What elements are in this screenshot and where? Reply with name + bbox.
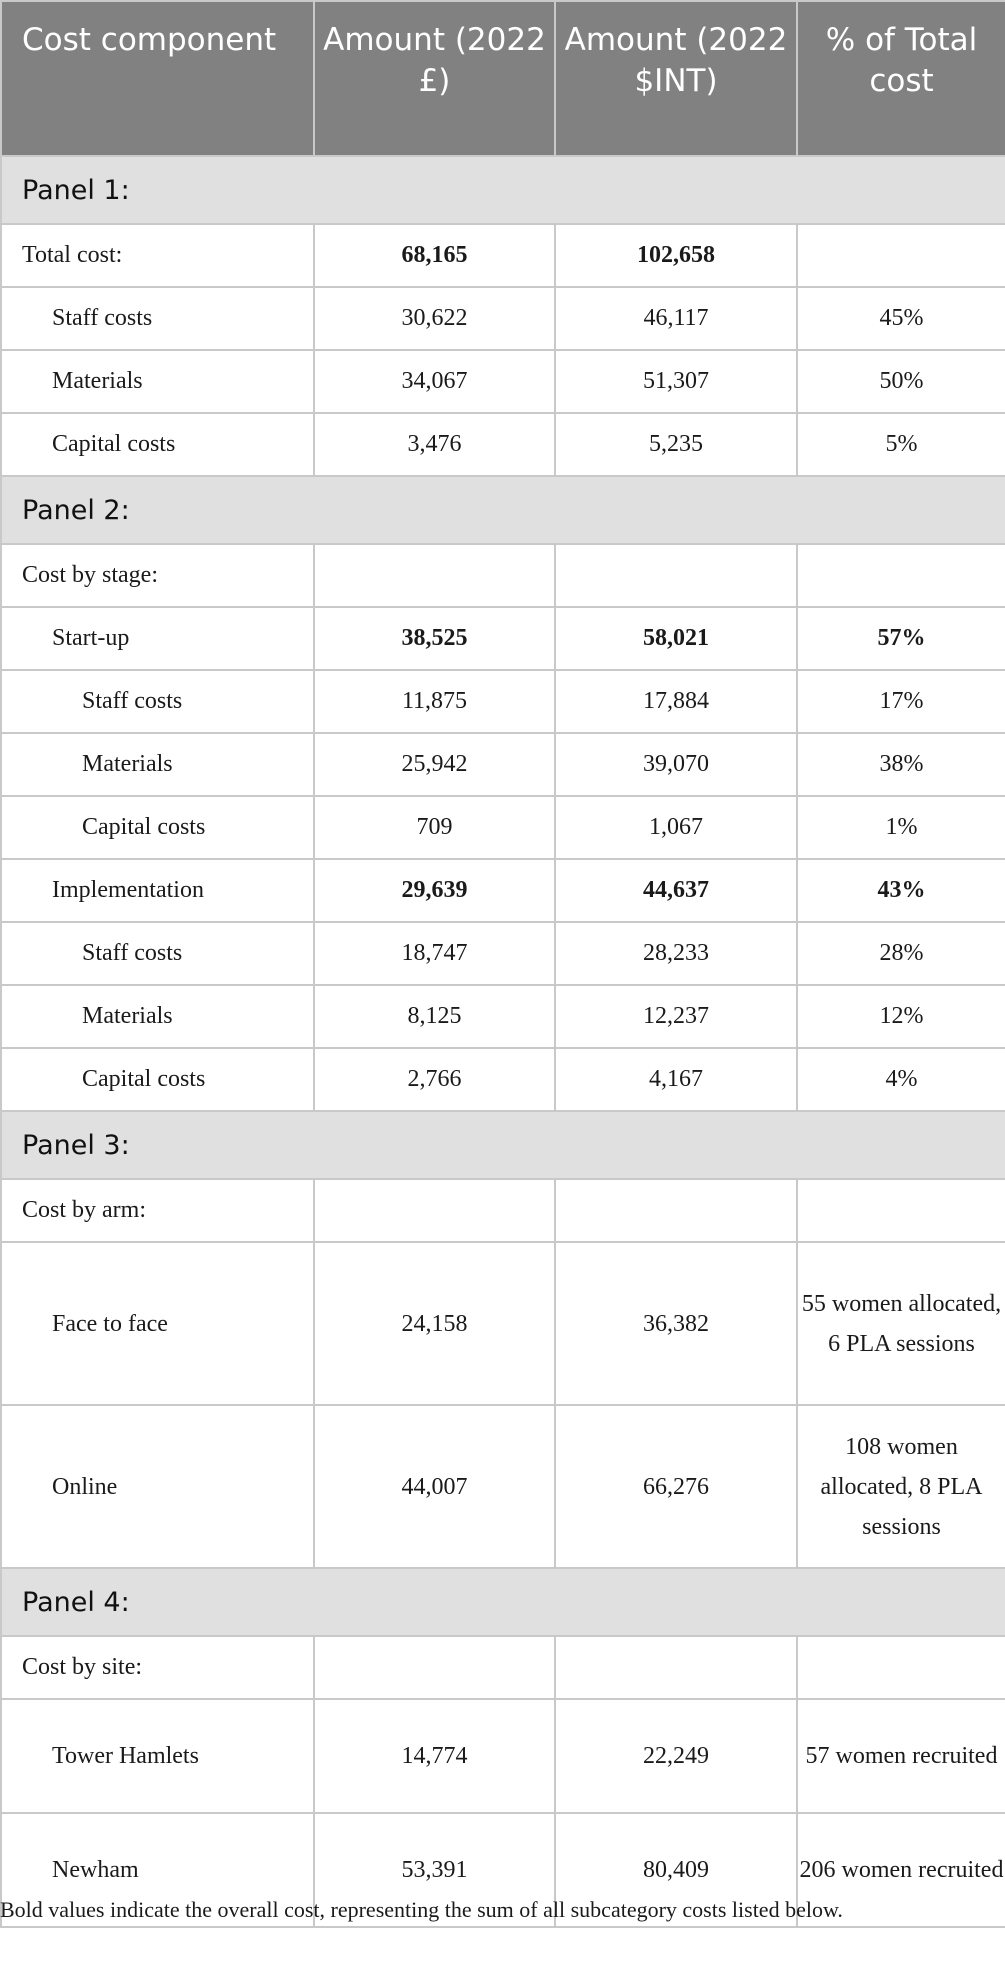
header-percent-total: % of Total cost — [797, 1, 1005, 156]
table-row — [1, 224, 1005, 287]
amount-int-cell: 4,167 — [555, 1048, 797, 1111]
percent-cell: 4% — [797, 1048, 1005, 1111]
amount-int-cell: 66,276 — [555, 1405, 797, 1568]
amount-gbp-cell: 68,165 — [314, 224, 555, 287]
percent-cell: 17% — [797, 670, 1005, 733]
table-row — [1, 1405, 1005, 1568]
table-row — [1, 1699, 1005, 1813]
cost-component-cell: Cost by arm: — [1, 1179, 314, 1242]
amount-gbp-cell: 25,942 — [314, 733, 555, 796]
table-row — [1, 1242, 1005, 1405]
percent-cell: 50% — [797, 350, 1005, 413]
header-amount-int: Amount (2022 $INT) — [555, 1, 797, 156]
amount-gbp-cell: 44,007 — [314, 1405, 555, 1568]
percent-cell: 55 women allocated, 6 PLA sessions — [797, 1242, 1005, 1405]
table-row — [1, 670, 1005, 733]
percent-cell — [797, 544, 1005, 607]
cost-component-cell: Cost by stage: — [1, 544, 314, 607]
amount-gbp-cell — [314, 544, 555, 607]
amount-int-cell: 51,307 — [555, 350, 797, 413]
amount-int-cell: 80,409 — [555, 1813, 797, 1927]
amount-int-cell: 28,233 — [555, 922, 797, 985]
cost-component-cell: Face to face — [1, 1242, 314, 1405]
amount-gbp-cell: 3,476 — [314, 413, 555, 476]
percent-cell: 1% — [797, 796, 1005, 859]
amount-gbp-cell: 709 — [314, 796, 555, 859]
amount-gbp-cell: 8,125 — [314, 985, 555, 1048]
amount-gbp-cell: 53,391 — [314, 1813, 555, 1927]
header-cost-component: Cost component — [1, 1, 314, 156]
cost-component-cell: Materials — [1, 350, 314, 413]
percent-cell — [797, 224, 1005, 287]
percent-cell: 5% — [797, 413, 1005, 476]
amount-int-cell: 36,382 — [555, 1242, 797, 1405]
cost-component-cell: Cost by site: — [1, 1636, 314, 1699]
table-row — [1, 1048, 1005, 1111]
amount-int-cell: 58,021 — [555, 607, 797, 670]
amount-int-cell: 5,235 — [555, 413, 797, 476]
cost-component-cell: Total cost: — [1, 224, 314, 287]
percent-cell — [797, 1179, 1005, 1242]
table-row — [1, 1179, 1005, 1242]
percent-cell: 57% — [797, 607, 1005, 670]
amount-int-cell — [555, 544, 797, 607]
amount-int-cell: 46,117 — [555, 287, 797, 350]
amount-gbp-cell — [314, 1179, 555, 1242]
table-row — [1, 733, 1005, 796]
amount-int-cell — [555, 1179, 797, 1242]
cost-component-cell: Capital costs — [1, 1048, 314, 1111]
table-row — [1, 413, 1005, 476]
amount-int-cell: 102,658 — [555, 224, 797, 287]
amount-gbp-cell — [314, 1636, 555, 1699]
amount-gbp-cell: 2,766 — [314, 1048, 555, 1111]
panel-header-row — [1, 1568, 1005, 1636]
amount-gbp-cell: 29,639 — [314, 859, 555, 922]
cost-component-cell: Materials — [1, 985, 314, 1048]
percent-cell — [797, 1636, 1005, 1699]
panel-header-row — [1, 476, 1005, 544]
table-row — [1, 544, 1005, 607]
table-row — [1, 287, 1005, 350]
table-row — [1, 985, 1005, 1048]
panel-label: Panel 4: — [1, 1568, 1005, 1636]
amount-gbp-cell: 24,158 — [314, 1242, 555, 1405]
amount-gbp-cell: 38,525 — [314, 607, 555, 670]
panel-header-row — [1, 1111, 1005, 1179]
cost-component-cell: Staff costs — [1, 922, 314, 985]
cost-component-cell: Staff costs — [1, 287, 314, 350]
header-row — [1, 1, 1005, 156]
panel-label: Panel 3: — [1, 1111, 1005, 1179]
cost-component-cell: Implementation — [1, 859, 314, 922]
amount-gbp-cell: 34,067 — [314, 350, 555, 413]
table-body — [1, 156, 1005, 1927]
table-row — [1, 607, 1005, 670]
cost-component-cell: Newham — [1, 1813, 314, 1927]
percent-cell: 38% — [797, 733, 1005, 796]
table-row — [1, 350, 1005, 413]
cost-component-cell: Capital costs — [1, 796, 314, 859]
amount-int-cell: 17,884 — [555, 670, 797, 733]
amount-gbp-cell: 14,774 — [314, 1699, 555, 1813]
table-footnote: Bold values indicate the overall cost, representing the sum of all subcategory costs listed below. — [0, 1897, 843, 1922]
cost-component-cell: Capital costs — [1, 413, 314, 476]
cost-component-cell: Materials — [1, 733, 314, 796]
amount-int-cell: 39,070 — [555, 733, 797, 796]
panel-label: Panel 2: — [1, 476, 1005, 544]
cost-component-cell: Online — [1, 1405, 314, 1568]
table-row — [1, 922, 1005, 985]
amount-int-cell: 44,637 — [555, 859, 797, 922]
percent-cell: 108 women allocated, 8 PLA sessions — [797, 1405, 1005, 1568]
amount-gbp-cell: 11,875 — [314, 670, 555, 733]
header-amount-gbp: Amount (2022 £) — [314, 1, 555, 156]
amount-int-cell: 1,067 — [555, 796, 797, 859]
percent-cell: 12% — [797, 985, 1005, 1048]
percent-cell: 28% — [797, 922, 1005, 985]
panel-header-row — [1, 156, 1005, 224]
cost-component-cell: Tower Hamlets — [1, 1699, 314, 1813]
amount-int-cell: 12,237 — [555, 985, 797, 1048]
panel-label: Panel 1: — [1, 156, 1005, 224]
cost-component-cell: Staff costs — [1, 670, 314, 733]
table-row — [1, 859, 1005, 922]
percent-cell: 45% — [797, 287, 1005, 350]
percent-cell: 206 women recruited — [797, 1813, 1005, 1927]
amount-int-cell: 22,249 — [555, 1699, 797, 1813]
amount-gbp-cell: 18,747 — [314, 922, 555, 985]
table-row — [1, 1636, 1005, 1699]
percent-cell: 43% — [797, 859, 1005, 922]
amount-int-cell — [555, 1636, 797, 1699]
cost-component-cell: Start-up — [1, 607, 314, 670]
percent-cell: 57 women recruited — [797, 1699, 1005, 1813]
table-row — [1, 796, 1005, 859]
amount-gbp-cell: 30,622 — [314, 287, 555, 350]
